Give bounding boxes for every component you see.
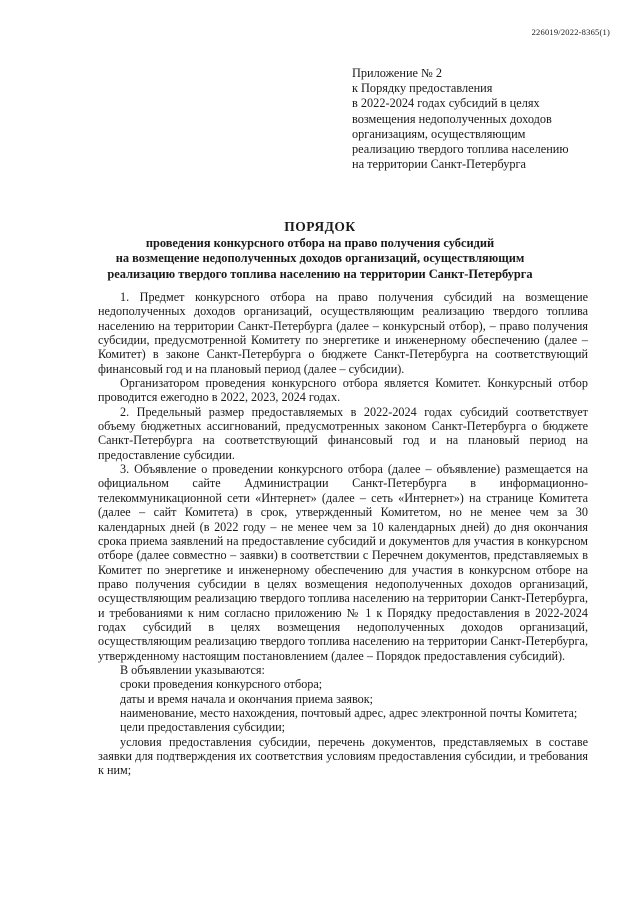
annex-line: к Порядку предоставления <box>352 81 493 96</box>
document-body <box>98 290 588 778</box>
annex-line: в 2022-2024 годах субсидий в целях <box>352 96 540 111</box>
subtitle-line: на возмещение недополученных доходов организаций, осуществляющим <box>115 251 525 266</box>
list-item: цели предоставления субсидии; <box>120 720 286 735</box>
annex-line: Приложение № 2 <box>352 66 443 80</box>
list-item: даты и время начала и окончания приема заявок; <box>120 691 374 706</box>
paragraph-3: 3. Объявление о проведении конкурсного отбора (далее – объявление) размещается на официальном сайте Администрации Санкт-Петербурга в информационно-телекоммуникационной сети «Интернет» (далее – сеть «Интернет») на странице Комитета (далее – сайт Комитета) в срок, утвержденный Комитетом, но не менее чем за 30 календарных дней (в 2022 году – не менее чем за 10 календарных дней) до дня окончания срока приема заявлений на предоставление субсидий и документов для участия в конкурсном отборе (далее совместно – заявки) в соответствии с Перечнем документов, представляемых в Комитет по энергетике и инженерному обеспечению для участия в конкурсном отборе на право получения субсидии в целях возмещения недополученных доходов организаций, осуществляющим реализацию твердого топлива населению на территории Санкт-Петербурга, и требованиями к ним согласно приложению № 1 к Порядку предоставления в 2022-2024 годах субсидий в целях возмещения недополученных доходов организаций, осуществляющим реализацию твердого топлива населению на территории Санкт-Петербурга, утвержденному настоящим постановлением (далее – Порядок предоставления субсидий). <box>98 462 588 663</box>
paragraph-list-intro: В объявлении указываются: <box>120 662 265 677</box>
paragraph-1: 1. Предмет конкурсного отбора на право получения субсидий на возмещение недополученных доходов организаций, осуществляющим реализацию твердого топлива населению на территории Санкт-Петербурга (далее – конкурсный отбор), – право получения субсидии, предусмотренной Комитету по энергетике и инженерному обеспечению (далее – Комитет) в законе Санкт-Петербурга о бюджете Санкт-Петербурга на соответствующий финансовый год и на плановый период (далее – субсидии). <box>98 290 588 376</box>
title-main: ПОРЯДОК <box>284 219 356 234</box>
annex-line: на территории Санкт-Петербурга <box>352 157 526 172</box>
annex-line: реализацию твердого топлива населению <box>352 142 569 157</box>
document-title <box>60 219 580 282</box>
annex-line: организациям, осуществляющим <box>352 126 526 141</box>
paragraph-organizer: Организатором проведения конкурсного отбора является Комитет. Конкурсный отбор проводится ежегодно в 2022, 2023, 2024 годах. <box>98 376 588 405</box>
subtitle-line: реализацию твердого топлива населению на территории Санкт-Петербурга <box>107 266 533 281</box>
annex-line: возмещения недополученных доходов <box>352 111 552 126</box>
list-item: наименование, место нахождения, почтовый адрес, адрес электронной почты Комитета; <box>120 705 578 720</box>
list-item: сроки проведения конкурсного отбора; <box>120 677 323 692</box>
subtitle-line: проведения конкурсного отбора на право получения субсидий <box>145 236 495 250</box>
annex-header <box>352 66 612 172</box>
title-subtitle <box>60 236 580 282</box>
paragraph-2: 2. Предельный размер предоставляемых в 2022-2024 годах субсидий соответствует объему бюджетных ассигнований, предусмотренных законом Санкт-Петербурга о бюджете Санкт-Петербурга на соответствующий финансовый год и на плановый период на предоставление субсидии. <box>98 404 588 462</box>
list-item: условия предоставления субсидии, перечень документов, представляемых в составе заявки для подтверждения их соответствия условиям предоставления субсидии, и требования к ним; <box>98 734 588 778</box>
document-number: 226019/2022-8365(1) <box>531 27 610 37</box>
